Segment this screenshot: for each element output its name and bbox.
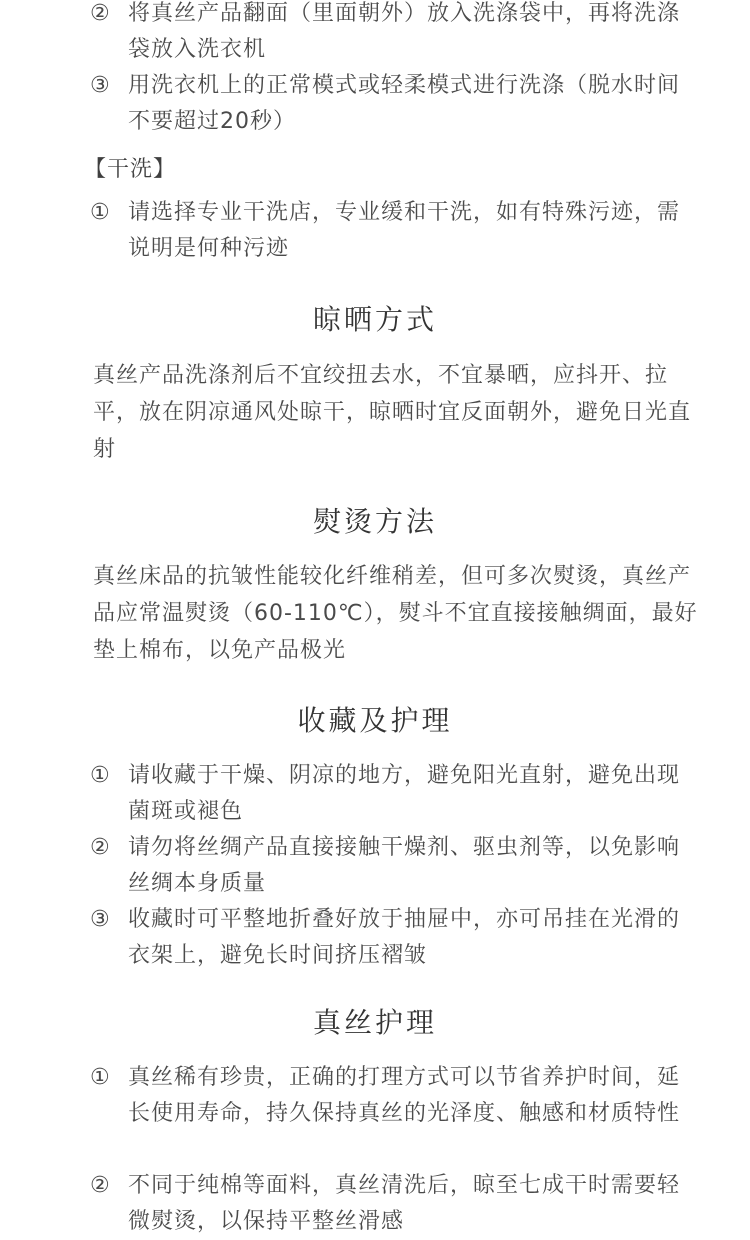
- item-number: ②: [90, 835, 111, 860]
- item-number: ①: [90, 1065, 111, 1090]
- storage-item: [90, 830, 680, 902]
- item-number: ①: [90, 200, 111, 225]
- item-text: 请收藏于干燥、阴凉的地方，避免阳光直射，避免出现菌斑或褪色: [128, 763, 681, 824]
- section-title-ironing: 熨烫方法: [312, 505, 437, 538]
- item-text: 将真丝产品翻面（里面朝外）放入洗涤袋中，再将洗涤袋放入洗衣机: [128, 1, 681, 62]
- section-title-drying: 晾晒方式: [312, 303, 437, 336]
- dry-clean-item: [90, 195, 680, 267]
- item-text: 不同于纯棉等面料，真丝清洗后，晾至七成干时需要轻微熨烫，以保持平整丝滑感: [128, 1173, 681, 1234]
- section-title-silk-care: 真丝护理: [312, 1006, 437, 1039]
- item-number: ②: [90, 1173, 111, 1198]
- drying-paragraph: 真丝产品洗涤剂后不宜绞扭去水，不宜暴晒，应抖开、拉平，放在阴凉通风处晾干，晾晒时宜反面朝外，避免日光直射: [93, 363, 692, 462]
- item-number: ③: [90, 907, 111, 932]
- silk-care-item: [90, 1168, 680, 1240]
- item-number: ②: [90, 1, 111, 26]
- item-number: ①: [90, 763, 111, 788]
- ironing-paragraph: 真丝床品的抗皱性能较化纤维稍差，但可多次熨烫，真丝产品应常温熨烫（60-110℃），熨斗不宜直接接触绸面，最好垫上棉布，以免产品极光: [93, 564, 698, 663]
- storage-item: [90, 902, 680, 974]
- storage-item: [90, 758, 680, 830]
- item-text: 请勿将丝绸产品直接接触干燥剂、驱虫剂等，以免影响丝绸本身质量: [128, 835, 681, 896]
- item-text: 请选择专业干洗店，专业缓和干洗，如有特殊污迹，需说明是何种污迹: [128, 200, 681, 261]
- washing-item: [90, 0, 680, 68]
- dry-clean-label: 【干洗】: [84, 157, 177, 182]
- silk-care-item: [90, 1060, 680, 1132]
- section-title-storage: 收藏及护理: [297, 704, 453, 737]
- item-text: 真丝稀有珍贵，正确的打理方式可以节省养护时间，延长使用寿命，持久保持真丝的光泽度、触感和材质特性: [128, 1065, 681, 1126]
- item-text: 用洗衣机上的正常模式或轻柔模式进行洗涤（脱水时间不要超过20秒）: [128, 73, 681, 134]
- item-number: ③: [90, 73, 111, 98]
- item-text: 收藏时可平整地折叠好放于抽屉中，亦可吊挂在光滑的衣架上，避免长时间挤压褶皱: [128, 907, 681, 968]
- washing-item: [90, 68, 680, 140]
